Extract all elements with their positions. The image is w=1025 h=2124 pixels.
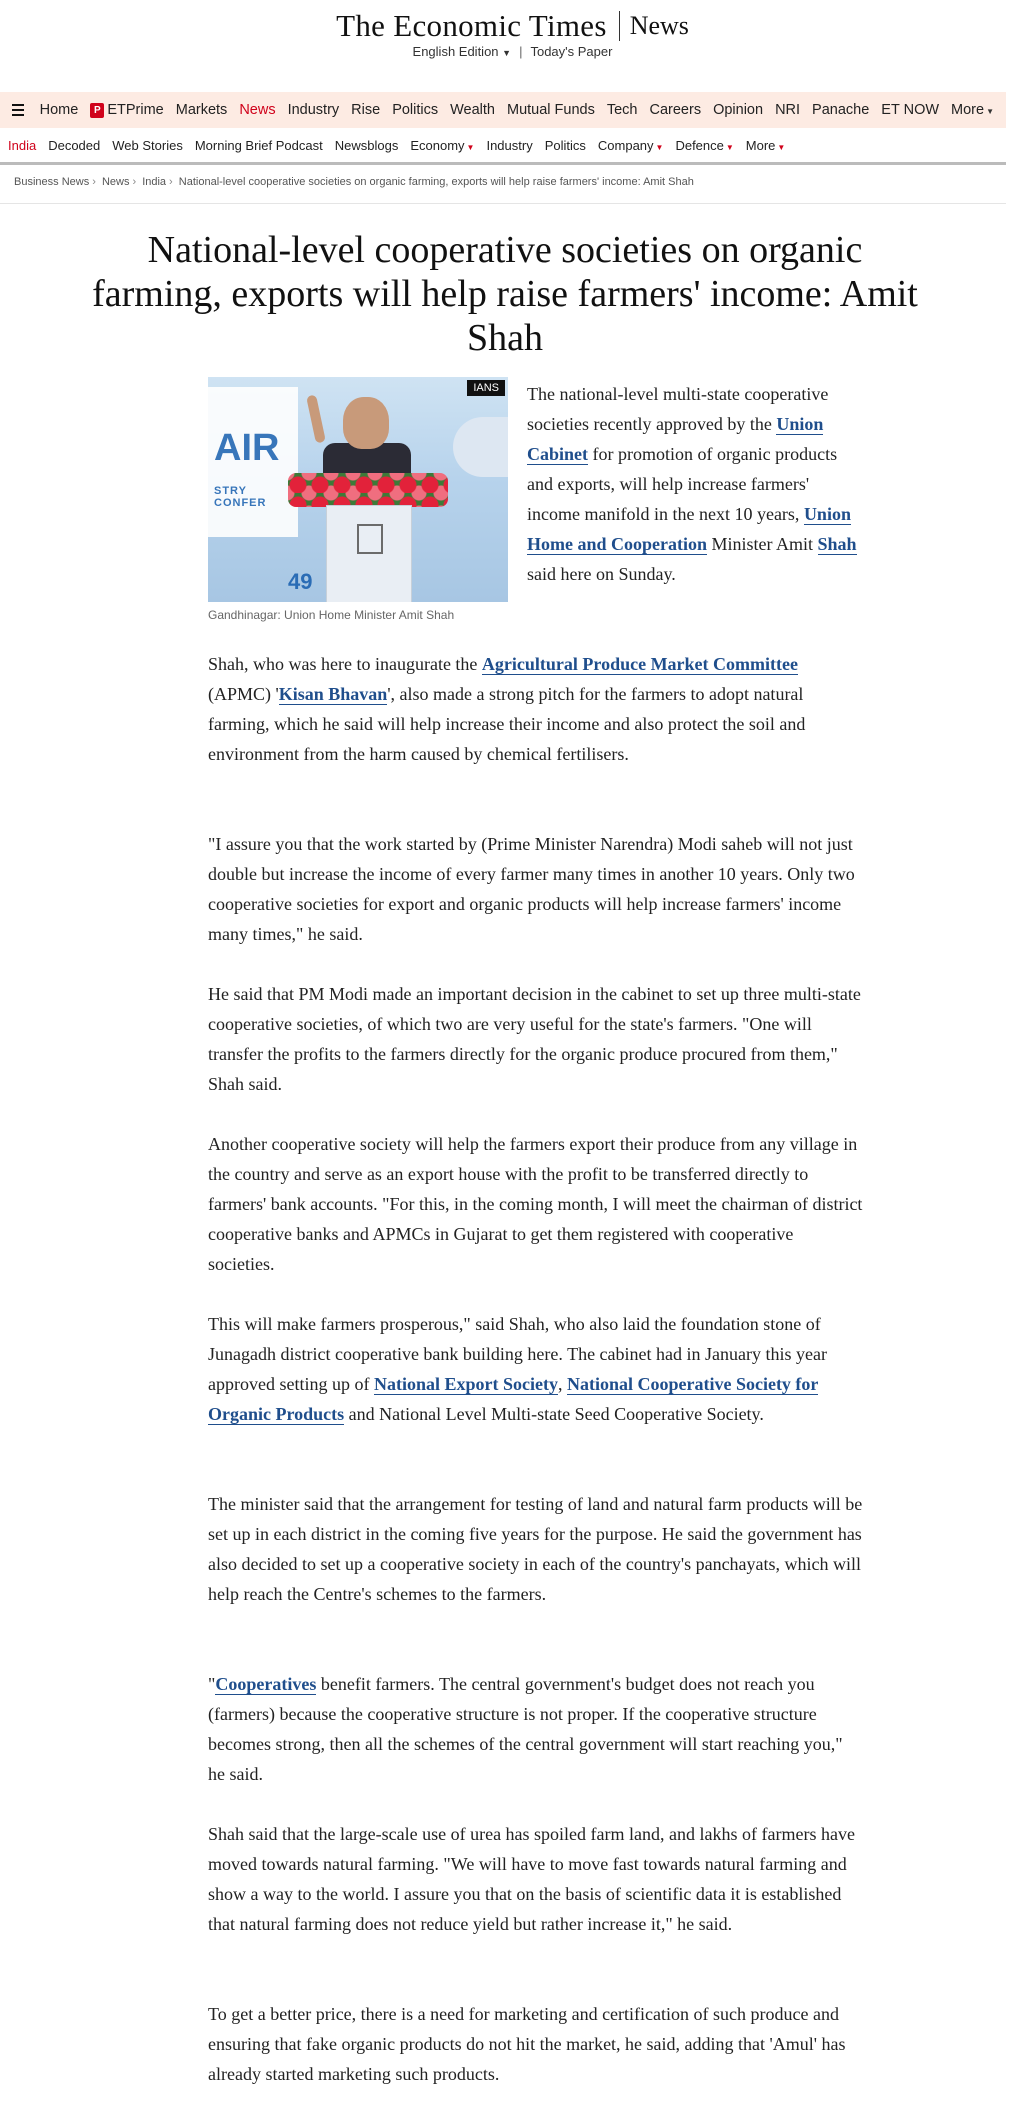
image-credit-badge: IANS (467, 380, 505, 396)
secondary-nav (0, 128, 1006, 165)
article-paragraph: Shah said that the large-scale use of urea has spoiled farm land, and lakhs of farmers have moved towards natural farming. "We will have to move fast towards natural farming and show a way to the world. I assure you that on the basis of scientific data it is established that natural farming does not reduce yield but rather increase it," he said. (208, 1824, 855, 1934)
image-number-text: 49 (288, 569, 313, 594)
image-caption: Gandhinagar: Union Home Minister Amit Shah (208, 608, 455, 622)
edition-label: English Edition (412, 44, 499, 59)
nav-item-label: More (951, 102, 985, 118)
article-paragraph: To get a better price, there is a need for marketing and certification of such produce and ensuring that fake organic products do not hit the market, he said, adding that 'Amul' has already started marketing such products. (208, 2004, 846, 2084)
subnav-item-label: Company (597, 137, 654, 153)
paragraph-text: for promotion of organic products and exports, will help increase farmers' income manifold in the next 10 years, (527, 444, 838, 524)
link-apmc[interactable]: Agricultural Produce Market Committee (481, 654, 798, 674)
nav-item-careers[interactable]: Careers (649, 102, 702, 118)
paragraph-text: (APMC) ' (208, 684, 279, 704)
subnav-item-label: More (745, 137, 776, 153)
nav-item-politics[interactable]: Politics (392, 102, 439, 118)
image-person-head (343, 397, 389, 449)
paragraph-text: said here on Sunday. (527, 564, 676, 584)
breadcrumb-current: National-level cooperative societies on organic farming, exports will help raise farmers' income: Amit Shah (178, 176, 694, 188)
article-paragraph (527, 379, 857, 589)
etprime-logo-icon: P (90, 103, 104, 118)
subnav-item-newsblogs[interactable]: Newsblogs (334, 137, 399, 153)
breadcrumb-item[interactable]: Business News (14, 176, 90, 188)
image-flowers (288, 473, 448, 507)
lead-image[interactable] (208, 377, 508, 602)
image-banner-subtext: STRY CONFER (214, 485, 267, 509)
link-shah[interactable]: Shah (817, 534, 857, 554)
edition-selector[interactable] (413, 44, 512, 59)
paragraph-text: Shah, who was here to inaugurate the (208, 654, 482, 674)
caret-down-icon: ▼ (725, 142, 734, 152)
caret-down-icon: ▼ (777, 142, 786, 152)
caret-down-icon: ▼ (655, 142, 664, 152)
et-logo[interactable]: The Economic Times (336, 8, 607, 43)
hamburger-icon[interactable] (12, 104, 24, 116)
article-paragraph: "I assure you that the work started by (Prime Minister Narendra) Modi saheb will not just double but increase the income of every farmer many times in another 10 years. Only two cooperative societies for export and organic products will help increase farmers' income many times," he said. (208, 834, 855, 944)
primary-nav (0, 92, 1006, 128)
nav-item-nri[interactable]: NRI (775, 102, 801, 118)
paragraph-text: This will make farmers prosperous," said Shah, who also laid the foundation stone of Junagadh district cooperative bank building here. The cabinet had in January this year approved setting up of (208, 1314, 827, 1394)
caret-down-icon: ▼ (502, 48, 512, 58)
paragraph-text: The national-level multi-state cooperative societies recently approved by the (527, 384, 829, 434)
paragraph-text: " (208, 1674, 216, 1694)
link-kisan-bhavan[interactable]: Kisan Bhavan (278, 684, 388, 704)
masthead (0, 0, 1025, 92)
section-name[interactable]: News (629, 11, 689, 40)
subnav-item-economy[interactable] (410, 138, 474, 153)
nav-item-more[interactable] (951, 102, 994, 118)
subnav-item-company[interactable] (598, 138, 664, 153)
paragraph-text: and National Level Multi-state Seed Cooperative Society. (344, 1404, 764, 1424)
todays-paper-link[interactable]: Today's Paper (530, 44, 613, 59)
article-paragraph (208, 1309, 863, 1429)
breadcrumb-separator: › (92, 176, 96, 188)
subnav-item-defence[interactable] (675, 138, 733, 153)
podium-logo-icon (357, 524, 383, 554)
nav-item-home[interactable]: Home (39, 102, 79, 118)
image-decor (453, 417, 508, 477)
image-banner-text: AIR (214, 427, 280, 469)
divider: | (519, 44, 523, 59)
nav-item-tech[interactable]: Tech (606, 102, 638, 118)
article-paragraph (208, 1669, 863, 1789)
link-union-cabinet[interactable]: Union Cabinet (527, 414, 824, 464)
nav-item-markets[interactable]: Markets (175, 102, 228, 118)
paragraph-text: Minister Amit (707, 534, 818, 554)
caret-down-icon: ▼ (466, 142, 475, 152)
image-podium (326, 505, 412, 602)
article-paragraph: Another cooperative society will help the farmers export their produce from any village in the country and serve as an export house with the profit to be transferred directly to farmers' bank accounts. "For this, in the coming month, I will meet the chairman of district cooperative banks and APMCs in Gujarat to get them registered with cooperative societies. (208, 1134, 863, 1274)
article-paragraph: He said that PM Modi made an important decision in the cabinet to set up three multi-state cooperative societies, of which two are very useful for the state's farmers. "One will transfer the profits to the farmers directly for the organic produce procured from them," Shah said. (208, 984, 861, 1094)
subnav-item-india[interactable]: India (8, 137, 37, 153)
page-title: National-level cooperative societies on organic farming, exports will help raise farmers' income: Amit Shah (92, 229, 918, 359)
nav-item-label: ETPrime (107, 102, 164, 118)
caret-down-icon: ▼ (986, 107, 994, 116)
logo-divider (619, 11, 620, 41)
breadcrumb (14, 176, 694, 188)
link-union-home-and-cooperation[interactable]: Union Home and Cooperation (527, 504, 851, 554)
breadcrumb-separator: › (132, 176, 137, 188)
nav-item-wealth[interactable]: Wealth (450, 102, 495, 118)
link-national-cooperative-society-organic[interactable]: National Cooperative Society for Organic Products (208, 1374, 819, 1424)
divider (0, 203, 1006, 204)
subnav-item-politics[interactable]: Politics (544, 137, 586, 153)
brand-row (0, 8, 1025, 44)
subnav-item-label: Economy (410, 137, 465, 153)
paragraph-text: ', also made a strong pitch for the farmers to adopt natural farming, which he said will help increase their income and also protect the soil and environment from the harm caused by chemical fertilisers. (208, 684, 806, 764)
subnav-item-decoded[interactable]: Decoded (48, 137, 101, 153)
nav-item-mutual-funds[interactable]: Mutual Funds (507, 102, 595, 118)
paragraph-text: benefit farmers. The central government's budget does not reach you (farmers) because the cooperative structure is not proper. If the cooperative structure becomes strong, then all the schemes of the central government will start reaching you," he said. (208, 1674, 843, 1784)
breadcrumb-item[interactable]: India (142, 176, 167, 188)
nav-item-panache[interactable]: Panache (812, 102, 870, 118)
nav-item-industry[interactable]: Industry (287, 102, 340, 118)
link-cooperatives[interactable]: Cooperatives (215, 1674, 317, 1694)
breadcrumb-separator: › (169, 176, 173, 188)
paragraph-text: , (557, 1374, 567, 1394)
link-national-export-society[interactable]: National Export Society (373, 1374, 558, 1394)
breadcrumb-item[interactable]: News (101, 176, 130, 188)
subnav-item-industry[interactable]: Industry (486, 137, 533, 153)
article-paragraph: The minister said that the arrangement for testing of land and natural farm products will be set up in each district in the coming five years for the purpose. He said the government has also decided to set up a cooperative society in each of the country's panchayats, which will help reach the Centre's schemes to the farmers. (208, 1494, 863, 1604)
subnav-item-more[interactable] (746, 138, 786, 153)
subnav-item-morning-brief-podcast[interactable]: Morning Brief Podcast (194, 137, 323, 153)
nav-item-opinion[interactable]: Opinion (713, 102, 764, 118)
nav-item-etprime[interactable] (90, 102, 163, 118)
image-banner (208, 387, 298, 537)
nav-item-news[interactable]: News (239, 102, 276, 118)
subnav-item-label: Defence (675, 137, 724, 153)
article-paragraph (208, 649, 863, 769)
nav-item-et-now[interactable]: ET NOW (881, 102, 940, 118)
subnav-item-web-stories[interactable]: Web Stories (112, 137, 183, 153)
nav-item-rise[interactable]: Rise (351, 102, 381, 118)
edition-row (0, 44, 1025, 59)
